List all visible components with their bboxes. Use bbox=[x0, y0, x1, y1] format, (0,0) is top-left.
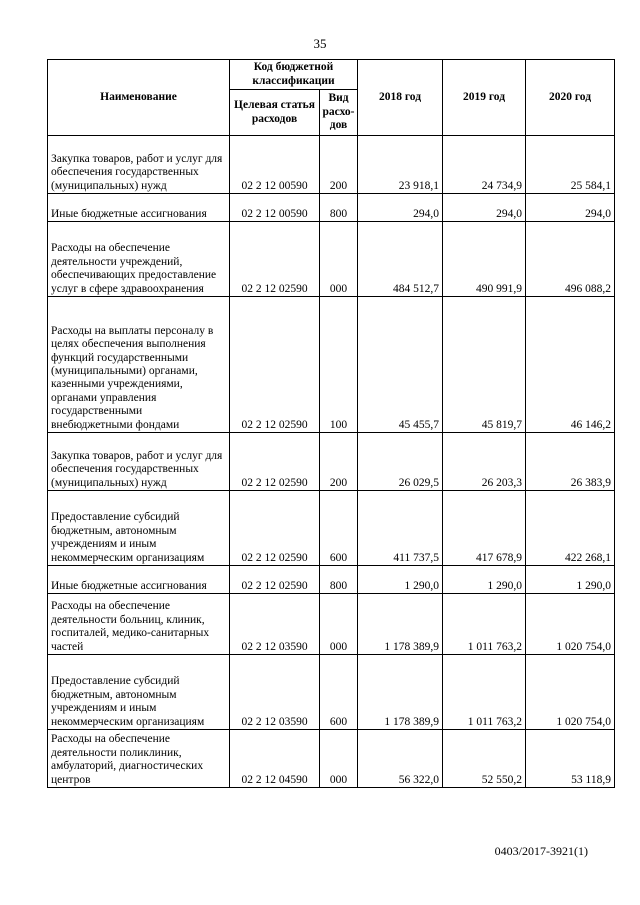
row-2020-cell: 53 118,9 bbox=[526, 730, 615, 788]
row-code-cell: 02 2 12 02590 bbox=[230, 433, 320, 491]
row-name-cell: Предоставление субсидий бюджетным, автономным учреждениям и иным некоммерческим организациям bbox=[48, 655, 230, 730]
table-header bbox=[48, 60, 615, 136]
table-row bbox=[48, 194, 615, 222]
row-code-cell: 02 2 12 02590 bbox=[230, 222, 320, 297]
row-expense-type-cell: 200 bbox=[320, 433, 358, 491]
table-row bbox=[48, 297, 615, 433]
row-2018-cell: 294,0 bbox=[358, 194, 443, 222]
row-2020-cell: 496 088,2 bbox=[526, 222, 615, 297]
row-code-cell: 02 2 12 00590 bbox=[230, 136, 320, 194]
row-name-cell: Иные бюджетные ассигнования bbox=[48, 194, 230, 222]
header-code-group: Код бюджетной классификации bbox=[230, 60, 358, 90]
row-2019-cell: 24 734,9 bbox=[443, 136, 526, 194]
table-row bbox=[48, 594, 615, 655]
row-2019-cell: 26 203,3 bbox=[443, 433, 526, 491]
row-code-cell: 02 2 12 04590 bbox=[230, 730, 320, 788]
row-expense-type-cell: 100 bbox=[320, 297, 358, 433]
row-code-cell: 02 2 12 03590 bbox=[230, 594, 320, 655]
row-name-cell: Расходы на обеспечение деятельности поликлиник, амбулаторий, диагностических центров bbox=[48, 730, 230, 788]
row-expense-type-cell: 000 bbox=[320, 730, 358, 788]
header-target-article: Целевая статья расходов bbox=[230, 90, 320, 136]
row-name-cell: Расходы на обеспечение деятельности больниц, клиник, госпиталей, медико-санитарных частей bbox=[48, 594, 230, 655]
row-2018-cell: 45 455,7 bbox=[358, 297, 443, 433]
table-row bbox=[48, 136, 615, 194]
row-code-cell: 02 2 12 02590 bbox=[230, 566, 320, 594]
row-expense-type-cell: 800 bbox=[320, 566, 358, 594]
row-2020-cell: 1 290,0 bbox=[526, 566, 615, 594]
table-row bbox=[48, 566, 615, 594]
row-2019-cell: 417 678,9 bbox=[443, 491, 526, 566]
row-2018-cell: 411 737,5 bbox=[358, 491, 443, 566]
row-name-cell: Закупка товаров, работ и услуг для обеспечения государственных (муниципальных) нужд bbox=[48, 433, 230, 491]
row-2019-cell: 294,0 bbox=[443, 194, 526, 222]
row-name-cell: Закупка товаров, работ и услуг для обеспечения государственных (муниципальных) нужд bbox=[48, 136, 230, 194]
row-2018-cell: 23 918,1 bbox=[358, 136, 443, 194]
table-row bbox=[48, 730, 615, 788]
row-name-cell: Расходы на обеспечение деятельности учреждений, обеспечивающих предоставление услуг в сфере здравоохранения bbox=[48, 222, 230, 297]
row-2020-cell: 1 020 754,0 bbox=[526, 655, 615, 730]
row-2020-cell: 294,0 bbox=[526, 194, 615, 222]
row-2018-cell: 26 029,5 bbox=[358, 433, 443, 491]
row-name-cell: Расходы на выплаты персоналу в целях обеспечения выполнения функций государственными (муниципальными) органами, казенными учреждениями, органами управления государственными внебюджетными фондами bbox=[48, 297, 230, 433]
row-expense-type-cell: 000 bbox=[320, 222, 358, 297]
header-2019: 2019 год bbox=[443, 60, 526, 136]
page-number: 35 bbox=[313, 36, 327, 51]
row-expense-type-cell: 200 bbox=[320, 136, 358, 194]
row-expense-type-cell: 600 bbox=[320, 655, 358, 730]
table-row bbox=[48, 655, 615, 730]
row-code-cell: 02 2 12 02590 bbox=[230, 297, 320, 433]
row-2018-cell: 1 290,0 bbox=[358, 566, 443, 594]
row-expense-type-cell: 600 bbox=[320, 491, 358, 566]
row-2018-cell: 1 178 389,9 bbox=[358, 655, 443, 730]
header-2020: 2020 год bbox=[526, 60, 615, 136]
table-row bbox=[48, 222, 615, 297]
row-2020-cell: 422 268,1 bbox=[526, 491, 615, 566]
row-2020-cell: 1 020 754,0 bbox=[526, 594, 615, 655]
row-2018-cell: 56 322,0 bbox=[358, 730, 443, 788]
table-row bbox=[48, 491, 615, 566]
row-2020-cell: 46 146,2 bbox=[526, 297, 615, 433]
row-2019-cell: 1 011 763,2 bbox=[443, 655, 526, 730]
row-name-cell: Предоставление субсидий бюджетным, автономным учреждениям и иным некоммерческим организациям bbox=[48, 491, 230, 566]
row-2019-cell: 490 991,9 bbox=[443, 222, 526, 297]
table-body bbox=[48, 136, 615, 788]
header-name: Наименование bbox=[48, 60, 230, 136]
row-code-cell: 02 2 12 00590 bbox=[230, 194, 320, 222]
document-code: 0403/2017-3921(1) bbox=[494, 844, 588, 858]
row-expense-type-cell: 000 bbox=[320, 594, 358, 655]
budget-table bbox=[47, 59, 615, 788]
row-2019-cell: 1 011 763,2 bbox=[443, 594, 526, 655]
row-2018-cell: 1 178 389,9 bbox=[358, 594, 443, 655]
row-2020-cell: 26 383,9 bbox=[526, 433, 615, 491]
row-expense-type-cell: 800 bbox=[320, 194, 358, 222]
row-2020-cell: 25 584,1 bbox=[526, 136, 615, 194]
row-2019-cell: 1 290,0 bbox=[443, 566, 526, 594]
row-name-cell: Иные бюджетные ассигнования bbox=[48, 566, 230, 594]
header-expense-type: Вид расхо-дов bbox=[320, 90, 358, 136]
row-code-cell: 02 2 12 02590 bbox=[230, 491, 320, 566]
row-code-cell: 02 2 12 03590 bbox=[230, 655, 320, 730]
table-row bbox=[48, 433, 615, 491]
row-2019-cell: 45 819,7 bbox=[443, 297, 526, 433]
row-2018-cell: 484 512,7 bbox=[358, 222, 443, 297]
header-2018: 2018 год bbox=[358, 60, 443, 136]
row-2019-cell: 52 550,2 bbox=[443, 730, 526, 788]
